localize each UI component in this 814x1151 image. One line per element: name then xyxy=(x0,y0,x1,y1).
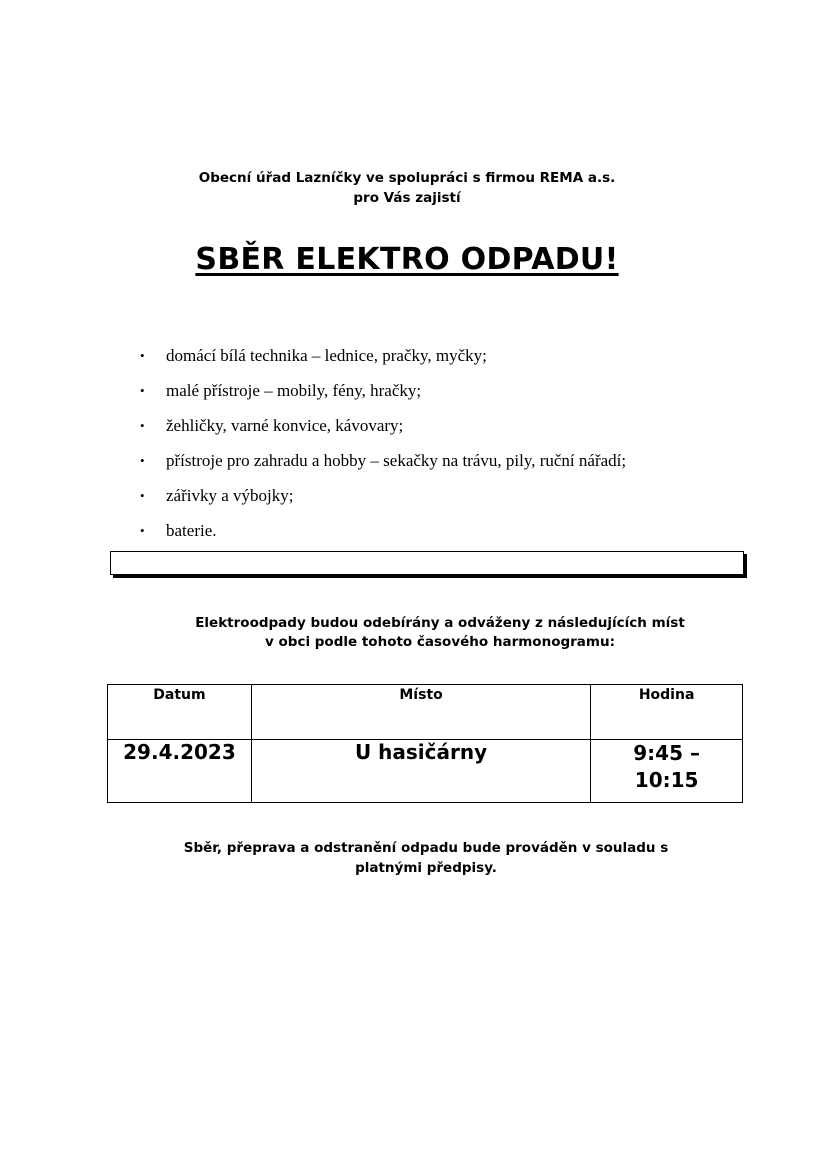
header-place: Místo xyxy=(251,685,590,740)
empty-frame-box xyxy=(110,551,744,575)
cell-time-line-2: 10:15 xyxy=(634,768,699,792)
cell-date: 29.4.2023 xyxy=(108,740,252,803)
header-time: Hodina xyxy=(591,685,743,740)
list-item: • domácí bílá technika – lednice, pračky, myčky; xyxy=(140,344,626,379)
list-item: • zářivky a výbojky; xyxy=(140,484,626,519)
cell-place: U hasičárny xyxy=(251,740,590,803)
page-title: SBĚR ELEKTRO ODPADU! xyxy=(195,242,619,277)
intro-line-2: pro Vás zajistí xyxy=(353,190,461,206)
schedule-intro-text xyxy=(0,614,814,652)
schedule-intro-line-2: v obci podle tohoto časového harmonogramu: xyxy=(265,634,615,650)
list-item: • přístroje pro zahradu a hobby – sekačky na trávu, pily, ruční nářadí; xyxy=(140,449,626,484)
intro-text xyxy=(0,168,814,208)
cell-time-line-1: 9:45 – xyxy=(633,741,700,765)
list-item: • žehličky, varné konvice, kávovary; xyxy=(140,414,626,449)
cell-time xyxy=(591,740,743,803)
waste-items-list xyxy=(140,344,626,554)
footer-line-1: Sběr, přeprava a odstranění odpadu bude prováděn v souladu s xyxy=(183,840,669,856)
schedule-table xyxy=(107,684,743,803)
list-item: • baterie. xyxy=(140,519,626,554)
schedule-intro-line-1: Elektroodpady budou odebírány a odváženy z následujících míst xyxy=(195,615,685,631)
footer-line-2: platnými předpisy. xyxy=(355,860,497,876)
intro-line-1: Obecní úřad Lazníčky ve spolupráci s firmou REMA a.s. xyxy=(198,170,616,186)
list-item: • malé přístroje – mobily, fény, hračky; xyxy=(140,379,626,414)
header-date: Datum xyxy=(108,685,252,740)
table-header-row xyxy=(108,685,743,740)
footer-note xyxy=(0,838,814,878)
table-row xyxy=(108,740,743,803)
